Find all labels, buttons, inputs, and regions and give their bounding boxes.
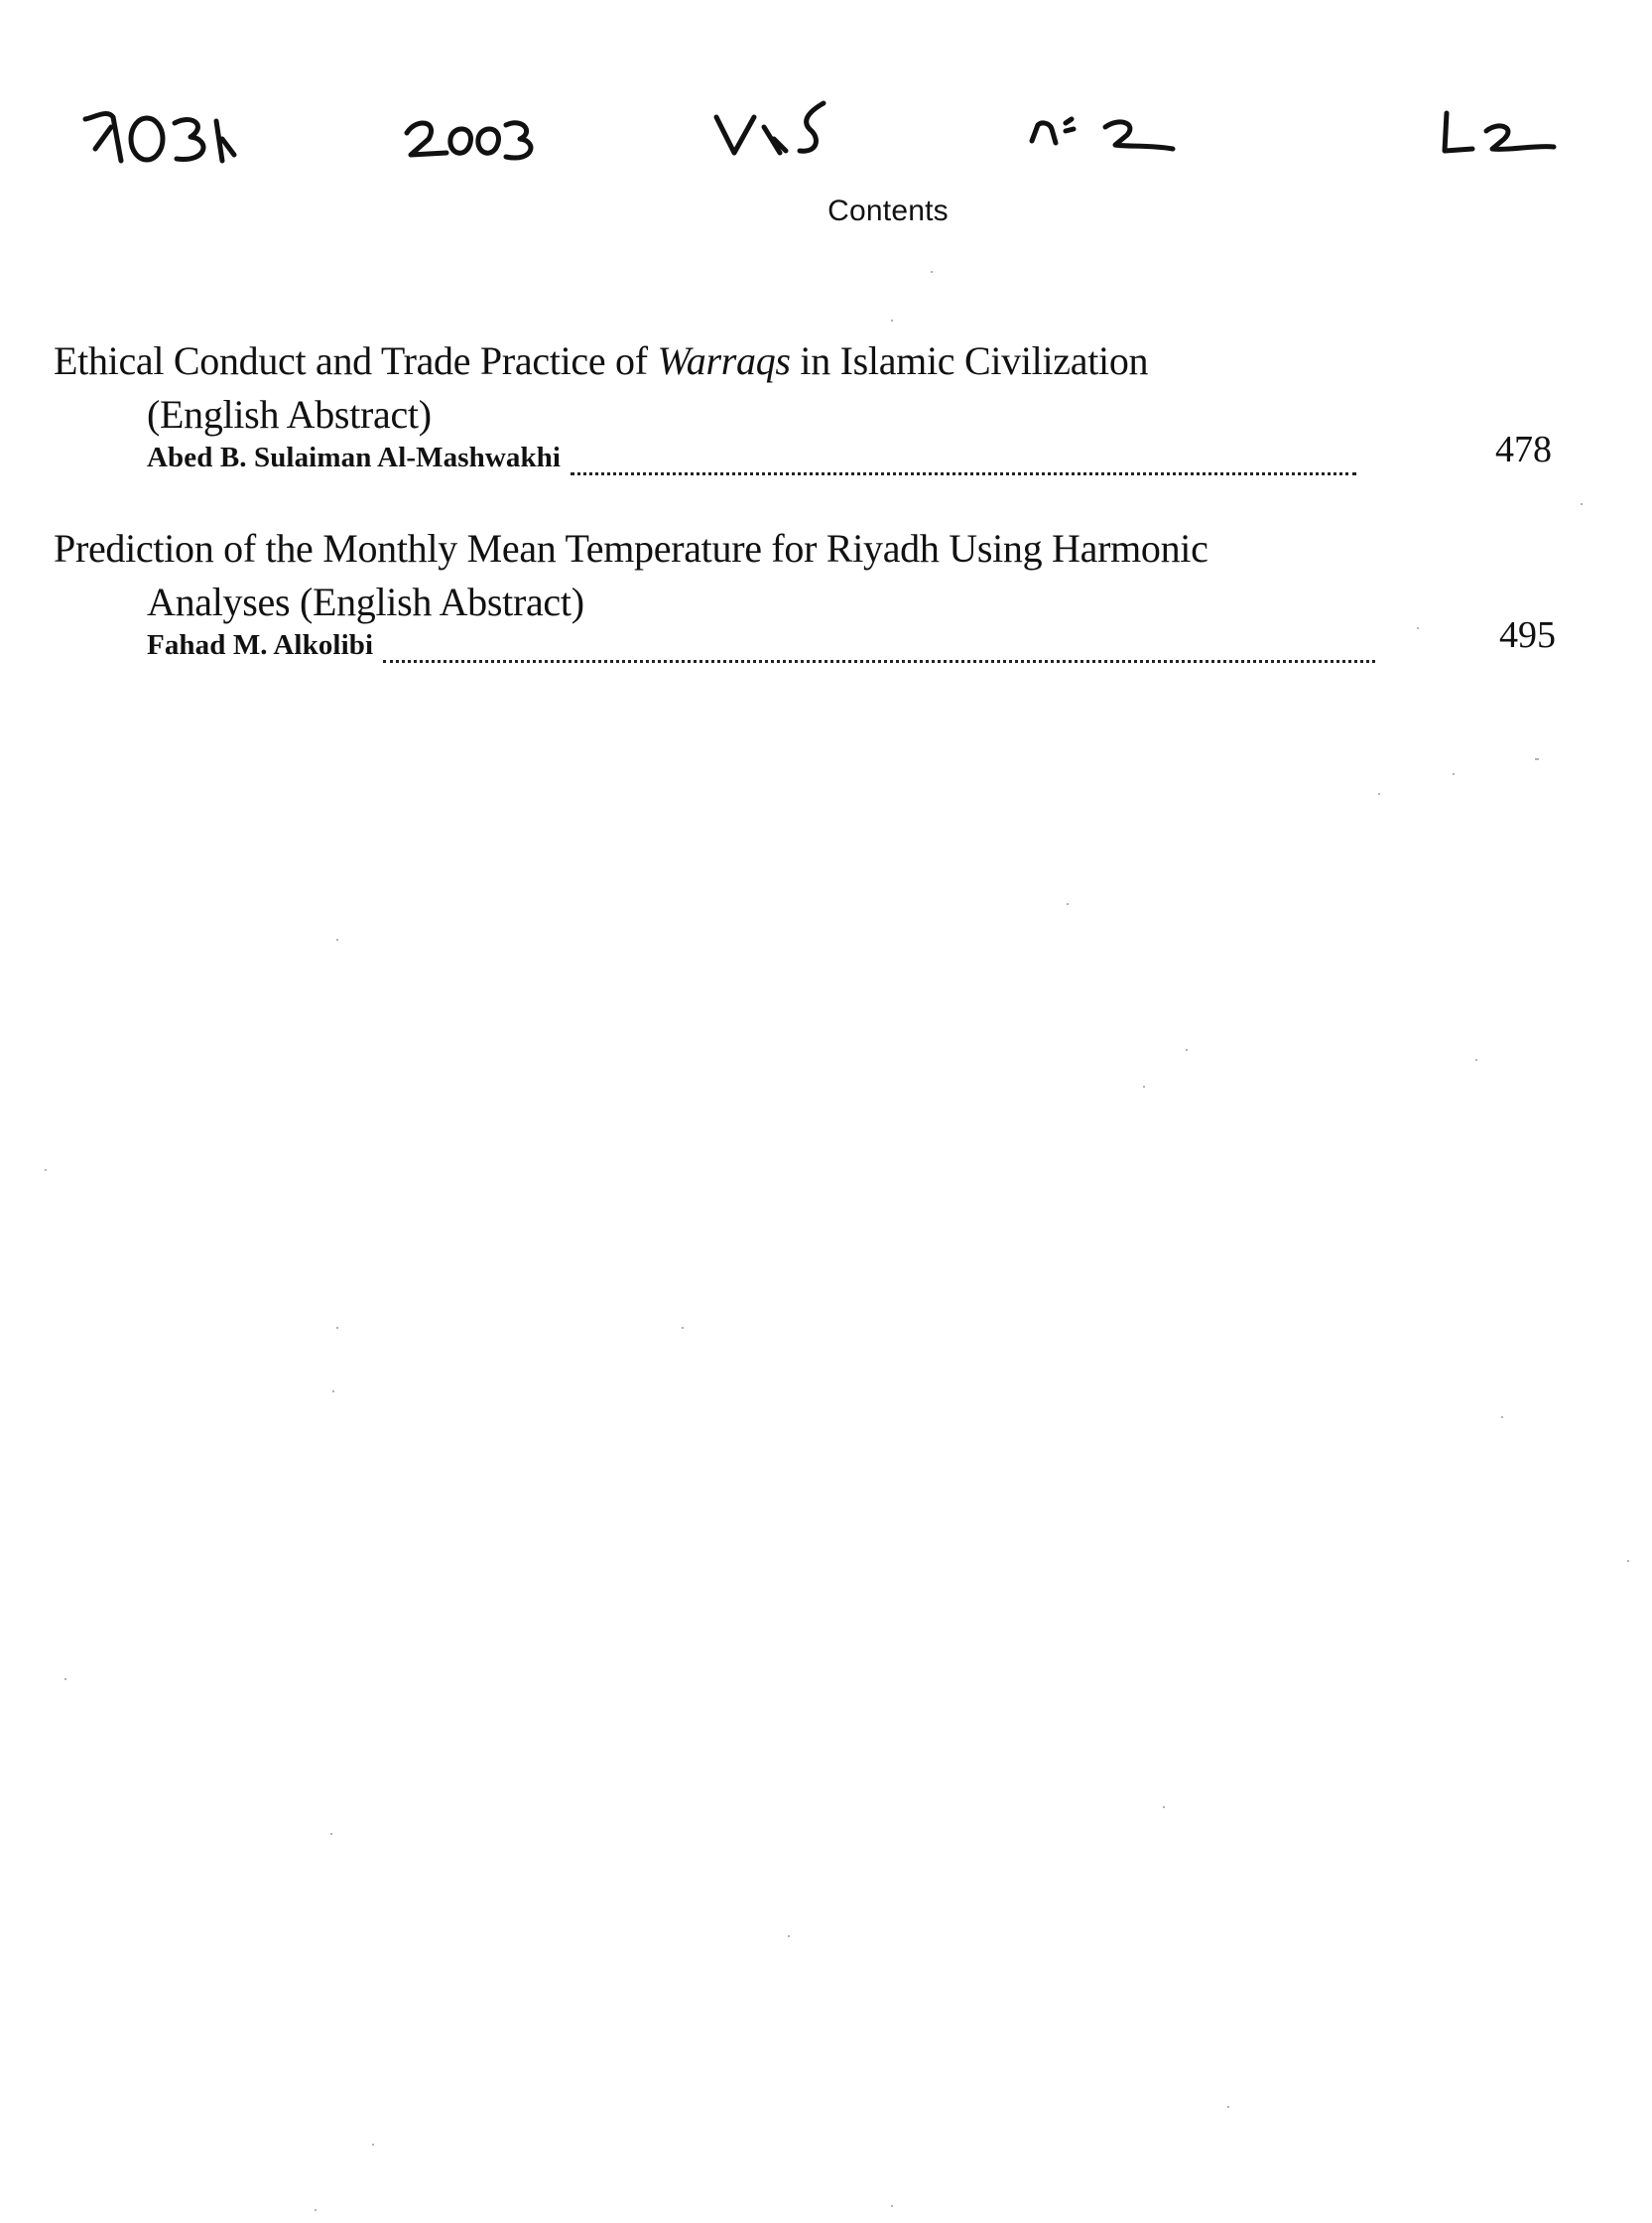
toc-entry [54,334,1552,485]
entry-title-text: Ethical Conduct and Trade Practice of [54,338,658,383]
page-number: 495 [1499,614,1556,656]
scan-speck [332,1390,334,1392]
scan-speck [1378,793,1380,795]
dot-leader [383,659,1375,663]
handwritten-note-2003 [407,123,531,158]
scan-speck [372,2144,374,2146]
scan-speck [1067,903,1069,905]
entry-title-text: Prediction of the Monthly Mean Temperature for Riyadh Using Harmonic [54,526,1208,571]
scan-speck [1227,2106,1229,2108]
scan-speck [1501,1416,1503,1418]
scan-speck [1535,758,1537,760]
toc-entry [54,522,1556,673]
scan-speck [1475,1059,1477,1061]
entry-title [54,522,1552,629]
scan-speck [682,1327,684,1329]
entry-title-text: in Islamic Civilization [790,338,1149,383]
entry-title-line2: (English Abstract) [147,392,432,437]
scan-speck [1453,773,1455,775]
dot-leader [571,471,1356,475]
scan-speck [1186,1049,1188,1051]
scan-speck [1581,503,1583,505]
scan-speck [336,1327,338,1329]
entry-title-line2: Analyses (English Abstract) [147,580,584,624]
entry-title [54,334,1552,442]
scan-speck [1627,1560,1629,1562]
scan-speck [788,1935,790,1937]
author-row [54,429,1552,485]
scan-speck [315,2209,317,2211]
scan-speck [1163,1806,1165,1808]
author-name: Abed B. Sulaiman Al-Mashwakhi [147,442,562,473]
scan-speck [891,320,893,322]
handwritten-note-l2 [1445,113,1554,151]
scan-speck [1537,758,1539,760]
scan-speck [45,1169,47,1171]
scan-speck [931,271,933,273]
handwritten-notes [0,0,1652,189]
scan-speck [330,1833,332,1835]
scan-speck [336,939,338,941]
contents-heading: Contents [827,195,949,227]
author-row [54,614,1556,673]
scan-speck [1143,1086,1145,1088]
handwritten-note-1031 [85,114,234,161]
scan-speck [891,2205,893,2207]
handwritten-note-v15 [716,103,824,153]
page-number: 478 [1495,429,1552,470]
handwritten-note-number [1032,119,1173,149]
scan-speck [1417,627,1419,629]
scan-speck [64,1678,66,1680]
entry-title-italic: Warraqs [657,338,791,383]
author-name: Fahad M. Alkolibi [147,629,374,661]
